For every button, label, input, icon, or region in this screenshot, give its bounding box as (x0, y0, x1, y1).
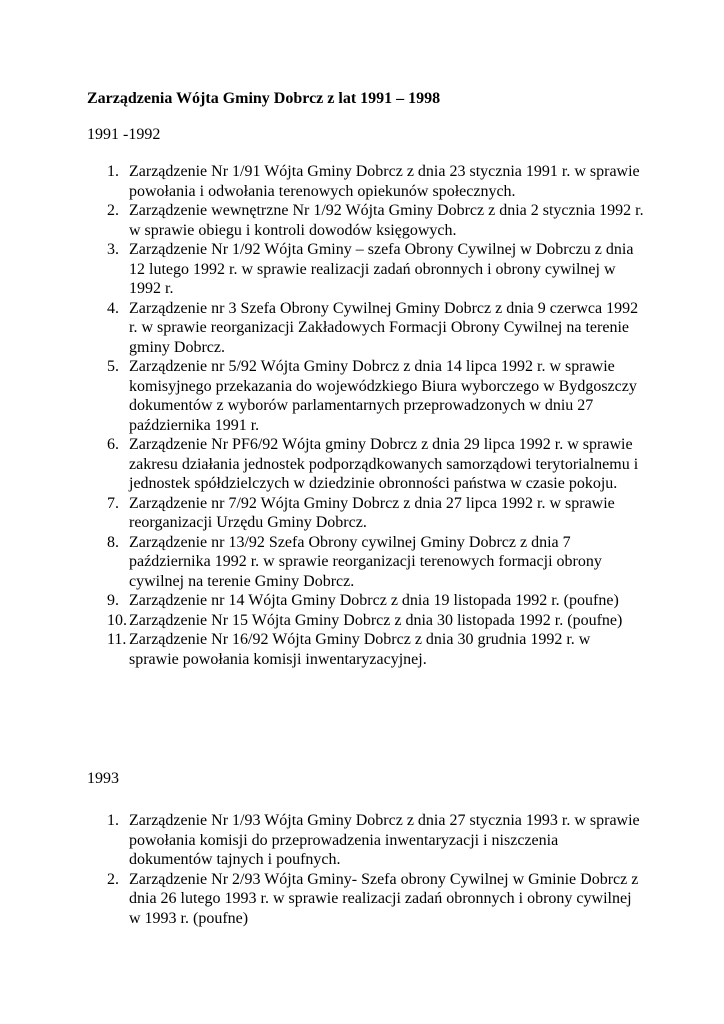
item-text: Zarządzenie Nr 15 Wójta Gminy Dobrcz z dnia 30 listopada 1992 r. (poufne) (129, 611, 623, 629)
item-text: Zarządzenie Nr PF6/92 Wójta gminy Dobrcz z dnia 29 lipca 1992 r. w sprawie zakresu działania jednostek podporządkowanych samorządowi terytorialnemu i jednostek spółdzielczych w dziedzinie obronności państwa w czasie pokoju. (129, 436, 639, 492)
item-text: Zarządzenie nr 13/92 Szefa Obrony cywilnej Gminy Dobrcz z dnia 7 października 1992 r. w sprawie reorganizacji terenowych formacji obrony cywilnej na terenie Gminy Dobrcz. (129, 533, 602, 590)
item-number: 9. (107, 592, 119, 609)
item-number: 2. (107, 870, 119, 888)
list-item (0, 357, 724, 435)
item-text: Zarządzenie nr 7/92 Wójta Gminy Dobrcz z dnia 27 lipca 1992 r. w sprawie reorganizacji Urzędu Gminy Dobrcz. (129, 494, 615, 531)
list-item (0, 533, 724, 592)
item-text: Zarządzenie nr 3 Szefa Obrony Cywilnej Gminy Dobrcz z dnia 9 czerwca 1992 r. w sprawie reorganizacji Zakładowych Formacji Obrony Cywilnej na terenie gminy Dobrcz. (129, 299, 639, 356)
item-text: Zarządzenie Nr 2/93 Wójta Gminy- Szefa obrony Cywilnej w Gminie Dobrcz z dnia 26 lutego 1993 r. w sprawie realizacji zadań obronnych i obrony cywilnej w 1993 r. (poufne) (129, 870, 639, 927)
item-number: 8. (107, 533, 119, 551)
list-item (0, 201, 724, 240)
item-text: Zarządzenie Nr 1/93 Wójta Gminy Dobrcz z dnia 27 stycznia 1993 r. w sprawie powołania komisji do przeprowadzenia inwentaryzacji i niszczenia dokumentów tajnych i poufnych. (129, 812, 640, 868)
item-text: Zarządzenie Nr 1/92 Wójta Gminy – szefa Obrony Cywilnej w Dobrczu z dnia 12 lutego 1992 r. w sprawie realizacji zadań obronnych i obrony cywilnej w 1992 r. (129, 241, 634, 297)
list-item (0, 299, 724, 358)
item-number: 1. (107, 163, 119, 180)
item-number: 2. (107, 202, 119, 219)
list-item (0, 494, 724, 533)
orders-list-1993 (0, 811, 724, 928)
item-text: Zarządzenie wewnętrzne Nr 1/92 Wójta Gminy Dobrcz z dnia 2 stycznia 1992 r. w sprawie obiegu i kontroli dowodów księgowych. (129, 202, 644, 239)
list-item (0, 630, 724, 669)
item-text: Zarządzenie Nr 16/92 Wójta Gminy Dobrcz z dnia 30 grudnia 1992 r. w sprawie powołania komisji inwentaryzacyjnej. (129, 631, 591, 668)
item-text: Zarządzenie nr 14 Wójta Gminy Dobrcz z dnia 19 listopada 1992 r. (poufne) (129, 592, 619, 609)
list-item (0, 870, 724, 929)
list-item (0, 811, 724, 870)
list-item (0, 591, 724, 611)
item-text: Zarządzenie Nr 1/91 Wójta Gminy Dobrcz z dnia 23 stycznia 1991 r. w sprawie powołania i odwołania terenowych opiekunów społecznych. (129, 163, 640, 200)
section-heading-1991-1992: 1991 -1992 (87, 126, 161, 143)
item-number: 3. (107, 241, 119, 258)
item-number: 5. (107, 358, 119, 375)
item-number: 1. (107, 812, 119, 829)
list-item (0, 435, 724, 494)
item-number: 6. (107, 436, 119, 453)
list-item (0, 162, 724, 201)
list-item (0, 240, 724, 299)
document-title: Zarządzenia Wójta Gminy Dobrcz z lat 1991 – 1998 (87, 90, 441, 107)
item-number: 11. (107, 631, 127, 648)
item-number: 7. (107, 494, 119, 512)
item-text: Zarządzenie nr 5/92 Wójta Gminy Dobrcz z dnia 14 lipca 1992 r. w sprawie komisyjnego przekazania do wojewódzkiego Biura wyborczego w Bydgoszczy dokumentów z wyborów parlamentarnych przeprowadzonych w dniu 27 października 1991 r. (129, 358, 637, 434)
section-heading-1993: 1993 (87, 770, 119, 787)
item-number: 4. (107, 299, 119, 317)
item-number: 10. (107, 611, 127, 629)
list-item (0, 611, 724, 631)
orders-list-1991-1992 (0, 162, 724, 669)
